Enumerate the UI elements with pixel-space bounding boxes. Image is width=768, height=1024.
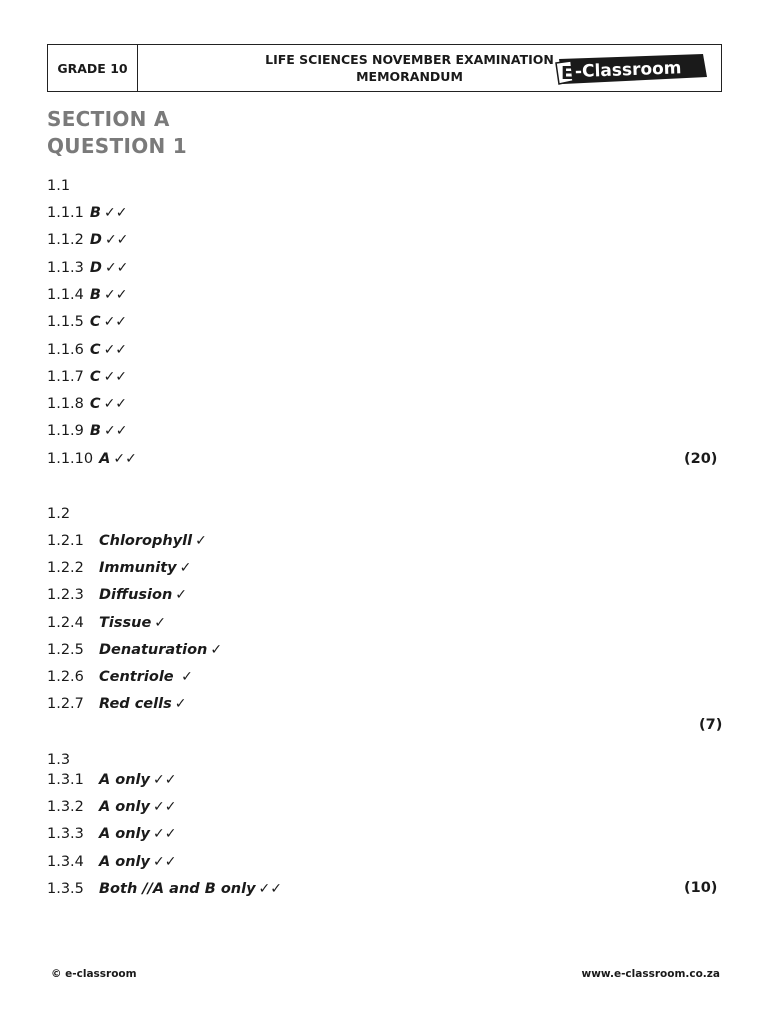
answer-line bbox=[47, 825, 176, 843]
tick-marks: ✓✓ bbox=[104, 232, 129, 249]
tick-marks: ✓✓ bbox=[152, 826, 177, 843]
answer-text: B bbox=[89, 205, 101, 221]
tick-marks: ✓ bbox=[179, 560, 192, 577]
answer-line bbox=[47, 559, 191, 577]
answer-text: Red cells bbox=[99, 696, 172, 713]
answer-text: A only bbox=[99, 772, 150, 788]
answer-text: Both //A and B only bbox=[99, 880, 256, 897]
answer-line bbox=[47, 259, 128, 277]
tick-marks: ✓✓ bbox=[103, 341, 128, 358]
answer-text: C bbox=[89, 314, 101, 331]
answer-text: D bbox=[89, 232, 102, 249]
answer-text: Diffusion bbox=[99, 587, 173, 604]
title-line-2: MEMORANDUM bbox=[356, 69, 463, 84]
answer-text: A bbox=[99, 450, 111, 467]
question-number: 1.3.1 bbox=[47, 772, 84, 788]
answer-line bbox=[47, 880, 282, 898]
q1-2-label: 1.2 bbox=[47, 506, 71, 522]
answer-line bbox=[47, 341, 127, 359]
question-number: 1.1.8 bbox=[47, 396, 84, 413]
question-number: 1.1.4 bbox=[47, 286, 84, 303]
tick-marks: ✓ bbox=[195, 533, 207, 549]
tick-marks: ✓✓ bbox=[103, 368, 128, 385]
answer-line bbox=[47, 450, 137, 468]
answer-line bbox=[47, 286, 127, 304]
answer-text: A only bbox=[99, 853, 150, 870]
answer-text: Chlorophyll bbox=[99, 533, 193, 549]
answer-text: C bbox=[89, 368, 101, 385]
q1-2-marks: (7) bbox=[699, 717, 723, 733]
answer-line bbox=[47, 231, 128, 249]
tick-marks: ✓✓ bbox=[103, 423, 128, 440]
q1-1-label: 1.1 bbox=[47, 178, 71, 194]
tick-marks: ✓✓ bbox=[103, 286, 128, 303]
answer-text: C bbox=[89, 341, 101, 358]
question-number: 1.2.7 bbox=[47, 696, 84, 713]
tick-marks: ✓ bbox=[154, 614, 167, 631]
eclassroom-logo bbox=[553, 51, 711, 87]
tick-marks: ✓✓ bbox=[258, 880, 282, 897]
question-number: 1.1.10 bbox=[47, 450, 94, 467]
answer-line bbox=[47, 853, 176, 871]
answer-line bbox=[47, 204, 127, 222]
answer-text: C bbox=[89, 396, 101, 413]
q1-1-marks: (20) bbox=[684, 451, 718, 467]
tick-marks: ✓✓ bbox=[113, 450, 137, 467]
grade-label: GRADE 10 bbox=[48, 45, 138, 91]
answer-text: A only bbox=[99, 799, 150, 816]
tick-marks: ✓ bbox=[210, 641, 223, 658]
tick-marks: ✓✓ bbox=[104, 259, 129, 276]
tick-marks: ✓✓ bbox=[103, 205, 128, 221]
svg-text:E: E bbox=[561, 63, 574, 84]
tick-marks: ✓✓ bbox=[152, 853, 177, 870]
answer-line bbox=[47, 695, 186, 713]
answer-line bbox=[47, 586, 187, 604]
answer-line bbox=[47, 668, 193, 686]
answer-text: Tissue bbox=[99, 614, 152, 631]
answer-text: A only bbox=[99, 826, 150, 843]
question-number: 1.1.3 bbox=[47, 259, 84, 276]
page-header bbox=[47, 44, 722, 92]
answer-line bbox=[47, 771, 176, 789]
question-number: 1.1.9 bbox=[47, 423, 84, 440]
answer-line bbox=[47, 532, 207, 550]
tick-marks: ✓✓ bbox=[103, 396, 128, 413]
question-number: 1.3.3 bbox=[47, 826, 84, 843]
question-number: 1.2.5 bbox=[47, 641, 84, 658]
question-number: 1.3.4 bbox=[47, 853, 84, 870]
tick-marks: ✓✓ bbox=[103, 314, 128, 331]
answer-text: Immunity bbox=[99, 560, 177, 577]
question-number: 1.1.2 bbox=[47, 232, 84, 249]
question-number: 1.3.2 bbox=[47, 799, 84, 816]
q1-3-label: 1.3 bbox=[47, 752, 71, 768]
question-number: 1.1.1 bbox=[47, 205, 84, 221]
tick-marks: ✓✓ bbox=[152, 772, 177, 788]
footer-copyright: © e-classroom bbox=[51, 968, 137, 980]
answer-text: B bbox=[89, 423, 101, 440]
footer-url: www.e-classroom.co.za bbox=[581, 968, 720, 980]
question-number: 1.2.2 bbox=[47, 560, 84, 577]
tick-marks: ✓ bbox=[176, 669, 193, 685]
answer-line bbox=[47, 614, 166, 632]
question-number: 1.1.6 bbox=[47, 341, 84, 358]
question-number: 1.2.4 bbox=[47, 614, 84, 631]
tick-marks: ✓✓ bbox=[152, 799, 177, 816]
answer-text: Centriole bbox=[99, 669, 174, 685]
svg-text:-Classroom: -Classroom bbox=[574, 58, 682, 83]
question-number: 1.1.7 bbox=[47, 368, 84, 385]
question-title: QUESTION 1 bbox=[47, 134, 188, 158]
question-number: 1.2.3 bbox=[47, 587, 84, 604]
tick-marks: ✓ bbox=[174, 696, 187, 713]
title-line-1: LIFE SCIENCES NOVEMBER EXAMINATION bbox=[265, 52, 554, 67]
question-number: 1.3.5 bbox=[47, 880, 84, 897]
question-number: 1.2.1 bbox=[47, 533, 84, 549]
answer-line bbox=[47, 798, 176, 816]
answer-line bbox=[47, 395, 127, 413]
q1-3-marks: (10) bbox=[684, 880, 718, 896]
answer-text: D bbox=[89, 259, 102, 276]
answer-line bbox=[47, 368, 127, 386]
answer-line bbox=[47, 641, 222, 659]
answer-text: B bbox=[89, 286, 101, 303]
tick-marks: ✓ bbox=[175, 587, 188, 604]
answer-line bbox=[47, 422, 127, 440]
answer-text: Denaturation bbox=[99, 641, 208, 658]
section-title: SECTION A bbox=[47, 107, 170, 131]
question-number: 1.2.6 bbox=[47, 669, 84, 685]
answer-line bbox=[47, 313, 127, 331]
question-number: 1.1.5 bbox=[47, 314, 84, 331]
